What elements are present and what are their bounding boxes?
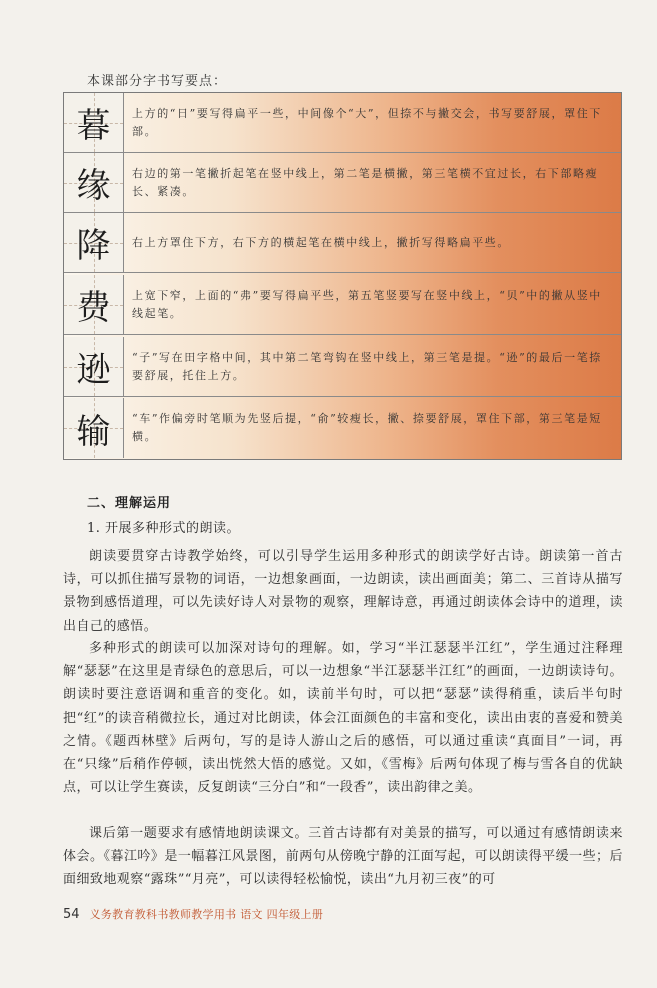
character-glyph: 降 bbox=[76, 226, 111, 266]
character-grid-box bbox=[64, 213, 124, 272]
section-heading: 二、理解运用 bbox=[87, 496, 172, 511]
character-grid-box bbox=[64, 275, 124, 334]
character-description: “子”写在田字格中间，其中第二笔弯钩在竖中线上，第三笔是提。“逊”的最后一笔捺要舒展，托住上方。 bbox=[132, 350, 602, 382]
character-glyph: 输 bbox=[76, 411, 111, 452]
page-number: 54 bbox=[63, 907, 80, 922]
character-row bbox=[64, 153, 621, 213]
page-footer bbox=[63, 906, 323, 922]
body-paragraph: 课后第一题要求有感情地朗读课文。三首古诗都有对美景的描写，可以通过有感情朗读来体会。《暮江吟》是一幅暮江风景图，前两句从傍晚宁静的江面写起，可以朗读得平缓一些；后面细致地观察“露珠”“月亮”，可以读得轻松愉悦，读出“九月初三夜”的可 bbox=[63, 826, 623, 888]
character-grid-box bbox=[64, 153, 124, 212]
character-description: “车”作偏旁时笔顺为先竖后提，“俞”较瘦长，撇、捺要舒展，罩住下部，第三笔是短横。 bbox=[132, 412, 602, 443]
book-title: 义务教育教科书教师教学用书 语文 四年级上册 bbox=[89, 908, 324, 921]
character-row bbox=[64, 93, 621, 153]
character-writing-table bbox=[63, 92, 622, 460]
character-grid-box bbox=[64, 398, 124, 458]
body-paragraph: 多种形式的朗读可以加深对诗句的理解。如，学习“半江瑟瑟半江红”，学生通过注释理解“瑟瑟”在这里是青绿色的意思后，可以一边想象“半江瑟瑟半江红”的画面，一边朗读诗句。朗读时要注意语调和重音的变化。如，读前半句时，可以把“瑟瑟”读得稍重，读后半句时把“红”的读音稍微拉长，通过对比朗读，体会江面颜色的丰富和变化，读出由衷的喜爱和赞美之情。《题西林壁》后两句，写的是诗人游山之后的感悟，可以通过重读“真面目”一词，再在“只缘”后稍作停顿，读出恍然大悟的感觉。又如，《雪梅》后两句体现了梅与雪各自的优缺点，可以让学生赛读，反复朗读“三分白”和“一段香”，读出韵律之美。 bbox=[63, 641, 623, 796]
character-description: 上方的“日”要写得扁平一些，中间像个“大”，但捺不与撇交会，书写要舒展，罩住下部。 bbox=[132, 106, 602, 138]
character-glyph: 费 bbox=[76, 288, 111, 328]
character-row bbox=[64, 337, 621, 397]
character-glyph: 逊 bbox=[76, 350, 111, 390]
character-description: 右边的第一笔撇折起笔在竖中线上，第二笔是横撇，第三笔横不宜过长，右下部略瘦长、紧凑。 bbox=[132, 166, 599, 198]
writing-points-intro: 本课部分字书写要点： bbox=[87, 74, 228, 89]
character-glyph: 暮 bbox=[76, 106, 111, 146]
character-row bbox=[64, 398, 621, 458]
character-row bbox=[64, 213, 621, 273]
character-row bbox=[64, 275, 621, 335]
character-grid-box bbox=[64, 93, 124, 152]
character-description: 上宽下窄，上面的“弗”要写得扁平些，第五笔竖要写在竖中线上，“贝”中的撇从竖中线起笔。 bbox=[132, 288, 602, 320]
subsection-heading: 1. 开展多种形式的朗读。 bbox=[87, 521, 241, 536]
character-grid-box bbox=[64, 337, 124, 396]
character-description: 右上方罩住下方，右下方的横起笔在横中线上，撇折写得略扁平些。 bbox=[132, 235, 510, 249]
character-glyph: 缘 bbox=[76, 166, 111, 206]
body-paragraph: 朗读要贯穿古诗教学始终，可以引导学生运用多种形式的朗读学好古诗。朗读第一首古诗，可以抓住描写景物的词语，一边想象画面，一边朗读，读出画面美；第二、三首诗从描写景物到感悟道理，可以先读好诗人对景物的观察，理解诗意，再通过朗读体会诗中的道理，读出自己的感悟。 bbox=[63, 549, 623, 634]
